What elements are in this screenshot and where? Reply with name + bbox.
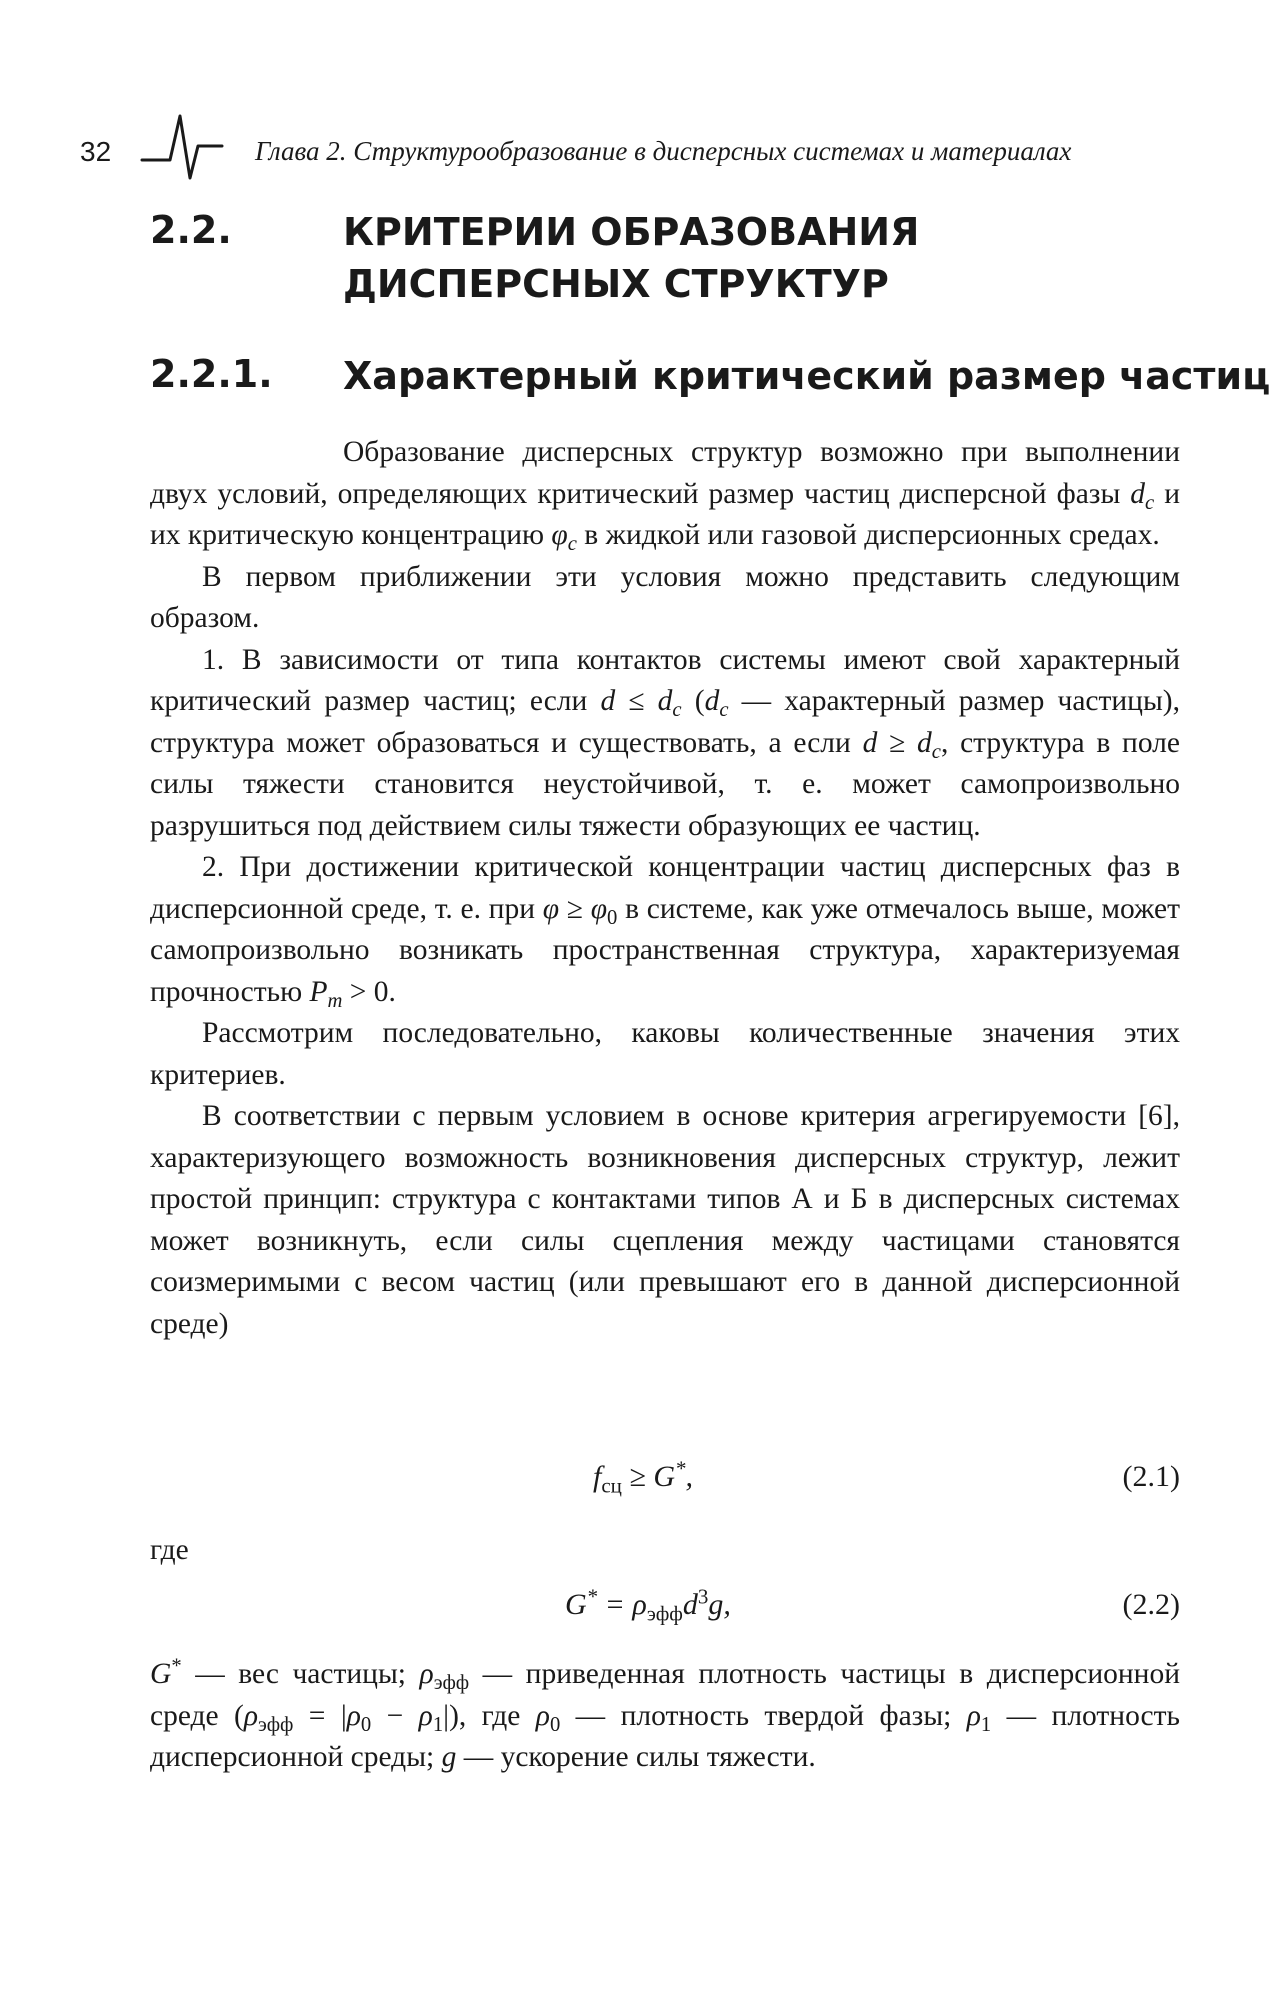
equation-2-1: $f_{сц} \ge G^*$, (593, 1456, 694, 1498)
section-title (343, 206, 919, 310)
paragraph: В соответствии с первым условием в основе критерия агрегируемости [6], характеризующего возможность возникновения дисперсных структур, лежит простой принцип: структура с контактами типов А и Б в дисперсных системах может возникнуть, если силы сцепления между частицами становятся соизмеримыми с весом частиц (или превышают его в данной дисперсионной среде) (150, 1100, 1180, 1340)
section-number: 2.2. (150, 208, 232, 252)
paragraph: 1. В зависимости от типа контактов системы имеют свой характерный критический размер частиц; если $d \le d_c$ ($d_c$ — характерный размер частицы), структура может образоваться и существовать, а если $d \ge d_c$, структура в поле силы тяжести становится неустойчивой, т. е. может самопроизвольно разрушиться под действием силы тяжести образующих ее частиц. (150, 643, 1180, 842)
pulse-icon (140, 112, 224, 182)
paragraph: В первом приближении эти условия можно представить следующим образом. (150, 560, 1180, 634)
equation-number: (2.2) (1122, 1588, 1180, 1621)
subsection-number: 2.2.1. (150, 352, 273, 396)
page-number: 32 (80, 136, 112, 167)
paragraph: Образование дисперсных структур возможно при выполнении двух условий, определяющих критический размер частиц дисперсной фазы $d_c$ и их критическую концентрацию $\varphi_c$ в жидкой или газовой дисперсионных средах. (150, 436, 1180, 556)
subsection-title: Характерный критический размер частиц (343, 354, 1271, 398)
paragraph: 2. При достижении критической концентрации частиц дисперсных фаз в дисперсионной среде, т. е. при $\varphi \ge \varphi_0$ в системе, как уже отмечалось выше, может самопроизвольно возникать пространственная структура, характеризуемая прочностью $P_m > 0$. (150, 851, 1180, 1012)
body-text (150, 432, 1180, 1345)
page-header (80, 112, 1190, 182)
paragraph: G* — вес частицы; $\rho_{эфф}$ — приведенная плотность частицы в дисперсионной среде $(\rho_{эфф} = |\rho_0 - \rho_1|)$, где $\rho_0$ — плотность твердой фазы; $\rho_1$ — плотность дисперсионной среды; g — ускорение силы тяжести. (150, 1655, 1181, 1773)
equation-number: (2.1) (1122, 1460, 1180, 1493)
where-label: где (150, 1534, 189, 1566)
section-title-line2: ДИСПЕРСНЫХ СТРУКТУР (343, 262, 889, 306)
equation-2-2: $G^* = \rho_{эфф}d^3g$, (565, 1584, 731, 1626)
section-title-line1: КРИТЕРИИ ОБРАЗОВАНИЯ (343, 210, 920, 254)
running-title: Глава 2. Структурообразование в дисперсных системах и материалах (255, 136, 1072, 166)
variable-definitions (150, 1654, 1180, 1779)
paragraph: Рассмотрим последовательно, каковы количественные значения этих критериев. (150, 1017, 1180, 1091)
